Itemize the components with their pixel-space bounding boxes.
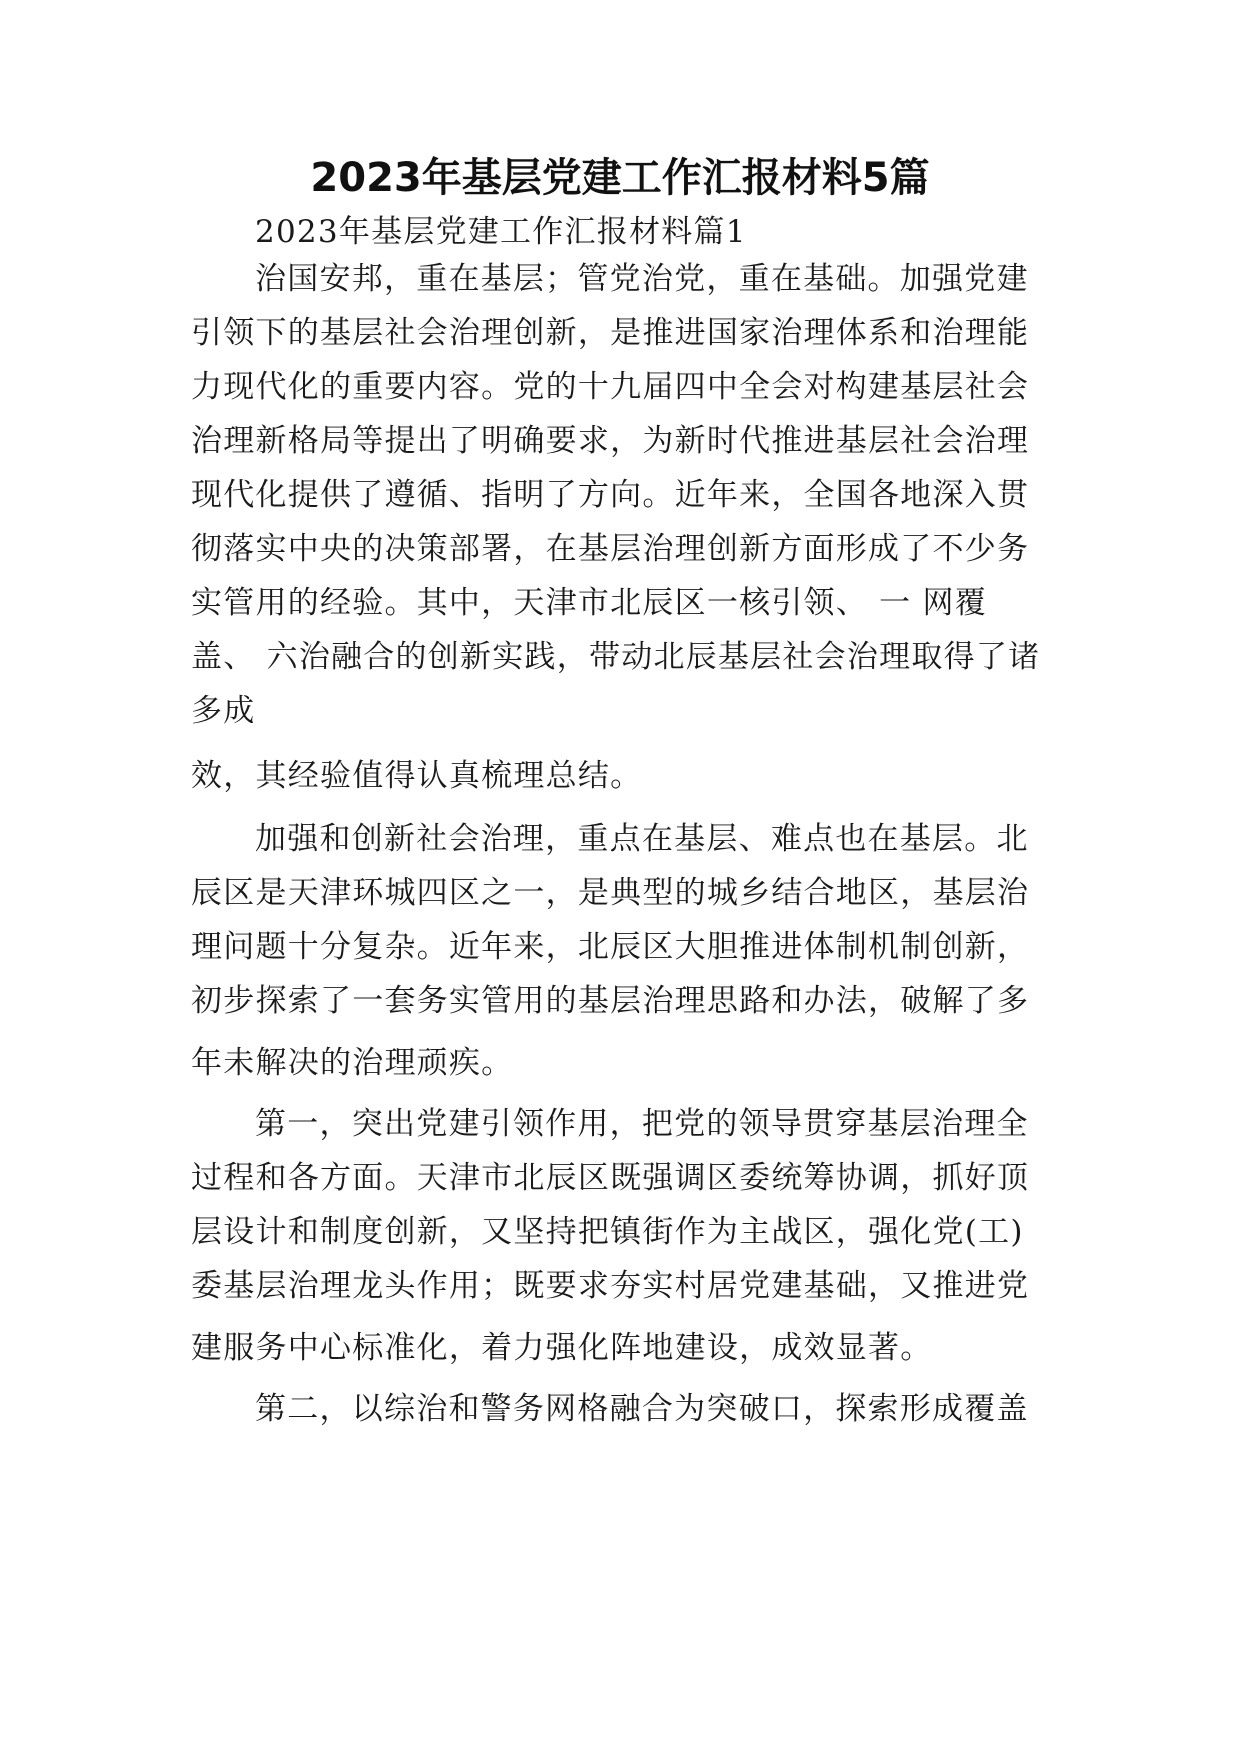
paragraph-line: 实管用的经验。其中，天津市北辰区一核引领、 一 网覆: [191, 585, 987, 621]
section-heading: 2023年基层党建工作汇报材料篇1: [255, 214, 747, 250]
paragraph-line: 治理新格局等提出了明确要求，为新时代推进基层社会治理: [191, 423, 1030, 459]
paragraph-line: 引领下的基层社会治理创新，是推进国家治理体系和治理能: [191, 315, 1030, 351]
paragraph-line: 委基层治理龙头作用；既要求夯实村居党建基础，又推进党: [191, 1268, 1030, 1304]
paragraph-line: 彻落实中央的决策部署，在基层治理创新方面形成了不少务: [191, 531, 1030, 567]
paragraph-line: 盖、 六治融合的创新实践，带动北辰基层社会治理取得了诸: [191, 639, 1041, 675]
paragraph-line: 第二，以综治和警务网格融合为突破口，探索形成覆盖: [255, 1391, 1029, 1427]
paragraph-line: 多成: [191, 693, 256, 729]
paragraph-line: 效，其经验值得认真梳理总结。: [191, 758, 643, 794]
document-title: 2023年基层党建工作汇报材料5篇: [310, 155, 930, 201]
paragraph-line: 加强和创新社会治理，重点在基层、难点也在基层。北: [255, 821, 1029, 857]
paragraph-line: 年未解决的治理顽疾。: [191, 1045, 514, 1081]
paragraph-line: 层设计和制度创新，又坚持把镇街作为主战区，强化党(工): [191, 1214, 1024, 1250]
paragraph-line: 理问题十分复杂。近年来，北辰区大胆推进体制机制创新，: [191, 929, 1030, 965]
paragraph-line: 过程和各方面。天津市北辰区既强调区委统筹协调，抓好顶: [191, 1160, 1030, 1196]
paragraph-line: 初步探索了一套务实管用的基层治理思路和办法，破解了多: [191, 983, 1030, 1019]
paragraph-line: 第一，突出党建引领作用，把党的领导贯穿基层治理全: [255, 1106, 1029, 1142]
paragraph-line: 现代化提供了遵循、指明了方向。近年来，全国各地深入贯: [191, 477, 1030, 513]
paragraph-line: 辰区是天津环城四区之一，是典型的城乡结合地区，基层治: [191, 875, 1030, 911]
paragraph-line: 力现代化的重要内容。党的十九届四中全会对构建基层社会: [191, 369, 1030, 405]
paragraph-line: 建服务中心标准化，着力强化阵地建设，成效显著。: [191, 1330, 933, 1366]
paragraph-line: 治国安邦，重在基层；管党治党，重在基础。加强党建: [255, 261, 1029, 297]
